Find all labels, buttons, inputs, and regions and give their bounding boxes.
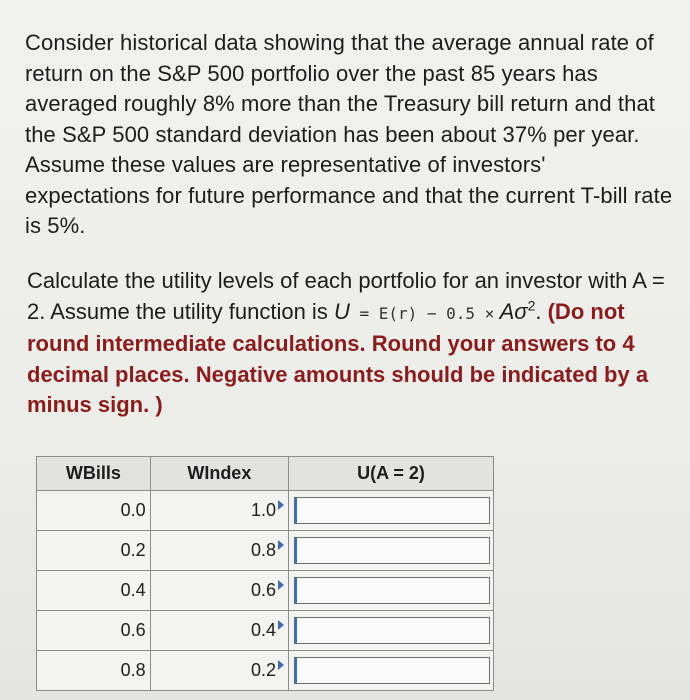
windex-value: 0.6 (250, 580, 276, 600)
windex-value: 0.8 (250, 540, 276, 560)
windex-cell (150, 491, 288, 531)
wbills-cell: 0.4 (37, 571, 151, 611)
utility-input[interactable] (294, 497, 490, 524)
wbills-cell: 0.0 (37, 491, 151, 531)
table-row (37, 611, 494, 651)
wbills-cell: 0.8 (37, 651, 151, 691)
input-marker-icon (278, 620, 284, 630)
formula-exponent: 2 (527, 297, 536, 314)
input-marker-icon (278, 540, 284, 550)
utility-input[interactable] (294, 537, 490, 564)
input-marker-icon (278, 500, 284, 510)
utility-cell (289, 611, 494, 651)
utility-table (36, 456, 494, 691)
table-row (37, 491, 494, 531)
formula-a-sigma: Aσ (494, 298, 528, 324)
utility-input[interactable] (294, 657, 490, 684)
table-header-row (37, 457, 494, 491)
windex-cell (150, 611, 288, 651)
utility-cell (289, 571, 494, 611)
windex-value: 0.4 (250, 620, 276, 640)
header-utility: U(A = 2) (289, 457, 494, 491)
formula-end: . (535, 298, 548, 324)
question-text: Calculate the utility levels of each portfolio for an investor with A = 2. Assume the utility function is (27, 268, 665, 324)
formula-er: E(r) (378, 303, 418, 323)
question-paragraph (27, 266, 677, 421)
header-windex: WIndex (150, 457, 288, 491)
utility-input[interactable] (294, 577, 490, 604)
utility-cell (289, 531, 494, 571)
windex-cell (150, 651, 288, 691)
intro-paragraph: Consider historical data showing that the average annual rate of return on the S&P 500 portfolio over the past 85 years has averaged roughly 8% more than the Treasury bill return and that the S&P 500 standard deviation has been about 37% per year. Assume these values are representative of investors' expectations for future performance and that the current T-bill rate is 5%. (25, 30, 673, 238)
windex-value: 1.0 (250, 500, 276, 520)
formula-u: U (333, 298, 350, 324)
utility-cell (289, 651, 494, 691)
wbills-cell: 0.2 (37, 531, 151, 571)
utility-cell (289, 491, 494, 531)
rounding-instruction: (Do not round intermediate calculations. Round your answers to 4 decimal places. Negative amounts should be indicated by a minus sign. ) (27, 298, 649, 417)
table-row (37, 531, 494, 571)
wbills-cell: 0.6 (37, 611, 151, 651)
formula-equals: = (349, 303, 379, 323)
windex-cell (150, 571, 288, 611)
header-wbills: WBills (37, 457, 151, 491)
windex-cell (150, 531, 288, 571)
utility-input[interactable] (294, 617, 490, 644)
windex-value: 0.2 (250, 660, 276, 680)
table-row (37, 571, 494, 611)
input-marker-icon (278, 580, 284, 590)
formula-minus: − 0.5 × (417, 303, 495, 323)
input-marker-icon (278, 660, 284, 670)
table-row (37, 651, 494, 691)
